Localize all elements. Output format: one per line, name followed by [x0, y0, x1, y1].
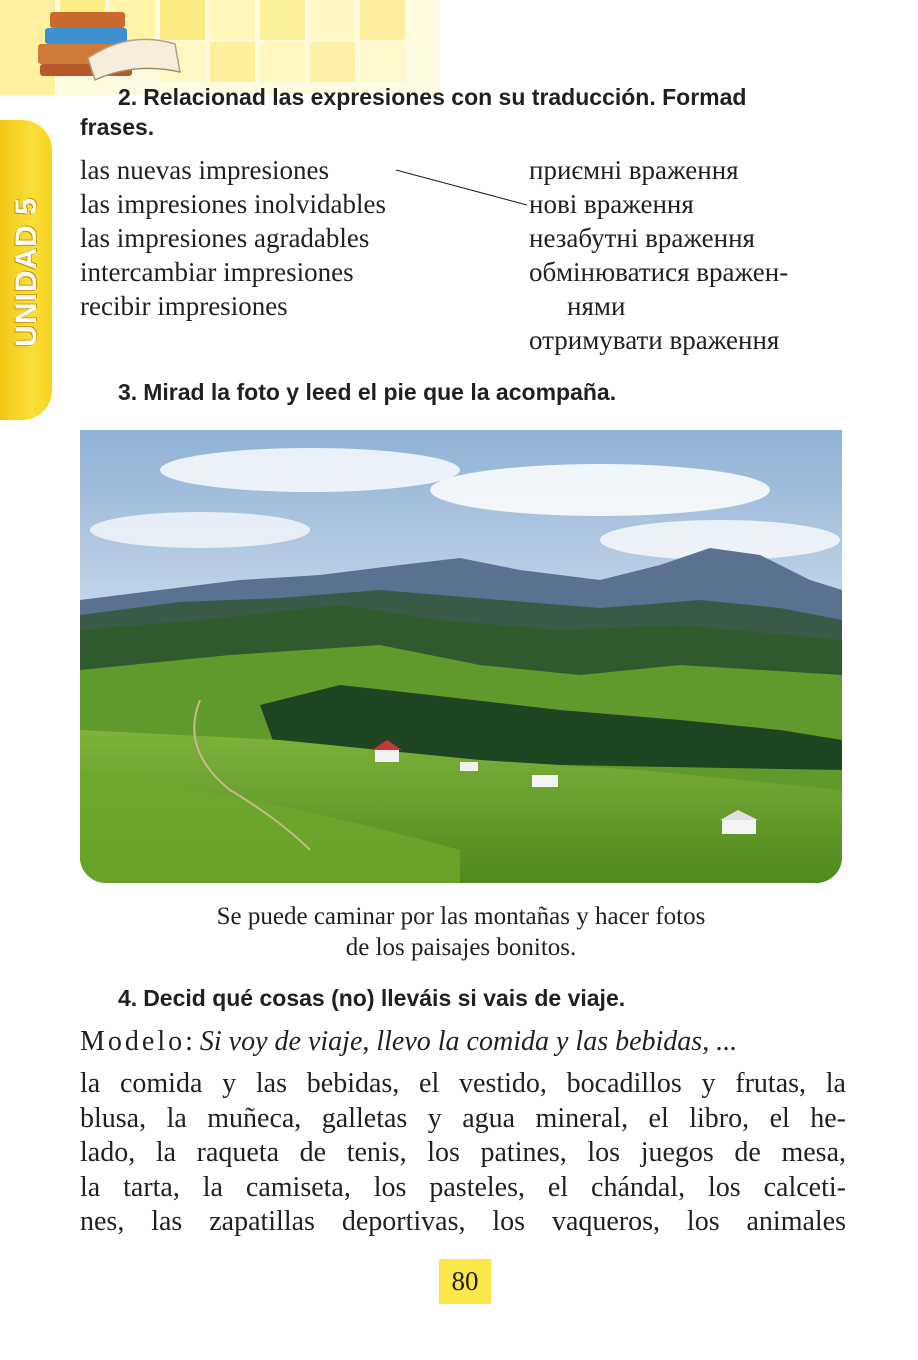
ukrainian-translation: приємні враження [529, 155, 739, 185]
model-example: Si voy de viaje, llevo la comida y las bebidas, ... [199, 1026, 738, 1057]
exercise-4-number: 4. [118, 985, 138, 1011]
ukrainian-translation: отримувати враження [529, 325, 780, 355]
model-sentence [80, 1025, 850, 1059]
photo-caption [80, 901, 842, 963]
spanish-expression: las impresiones inolvidables [80, 189, 386, 219]
photo-caption-line: de los paisajes bonitos. [345, 934, 577, 961]
mountain-landscape-photo [80, 430, 842, 883]
paragraph-line: lado, la raqueta de tenis, los patines, los juegos de mesa, [80, 1137, 846, 1168]
exercise-4-title: Decid qué cosas (no) lleváis si vais de viaje. [143, 985, 626, 1011]
exercise-4-heading [80, 983, 860, 1013]
matching-example-line [0, 0, 918, 260]
exercise-2-title-end: . [147, 114, 155, 140]
unit-label: UNIDAD 5 [10, 197, 43, 347]
paragraph-line: la tarta, la camiseta, los pasteles, el chándal, los calceti- [80, 1171, 846, 1203]
page-number: 80 [439, 1259, 491, 1304]
paragraph-line: nes, las zapatillas deportivas, los vaqueros, los animales [80, 1206, 846, 1237]
spanish-expression: recibir impresiones [80, 291, 288, 321]
spanish-expression: las nuevas impresiones [80, 155, 329, 185]
exercise-2-number: 2. [118, 84, 138, 110]
paragraph-line: la comida y las bebidas, el vestido, bocadillos y frutas, la [80, 1068, 846, 1099]
travel-items-paragraph [80, 1067, 846, 1240]
spanish-expression: las impresiones agradables [80, 223, 370, 253]
photo-caption-line: Se puede caminar por las montañas y hacer fotos [216, 903, 706, 930]
ukrainian-translation: незабутні враження [529, 223, 755, 253]
exercise-2-title-line2: frases [80, 114, 148, 140]
exercise-3-title: Mirad la foto y leed el pie que la acompaña. [143, 379, 617, 405]
model-label: Modelo [80, 1026, 186, 1057]
ukrainian-translation: обмінюватися вражен- [529, 257, 789, 287]
exercise-2-title-line1: Relacionad las expresiones con su traducción. Formad [143, 84, 747, 110]
paragraph-line: blusa, la muñeca, galletas y agua mineral, el libro, el he- [80, 1102, 846, 1134]
ukrainian-translation-continuation: нями [567, 291, 626, 321]
exercise-3-heading [80, 377, 860, 407]
ukrainian-translation: нові враження [529, 189, 694, 219]
exercise-3-number: 3. [118, 379, 138, 405]
model-colon: : [185, 1026, 193, 1057]
spanish-expression: intercambiar impresiones [80, 257, 354, 287]
